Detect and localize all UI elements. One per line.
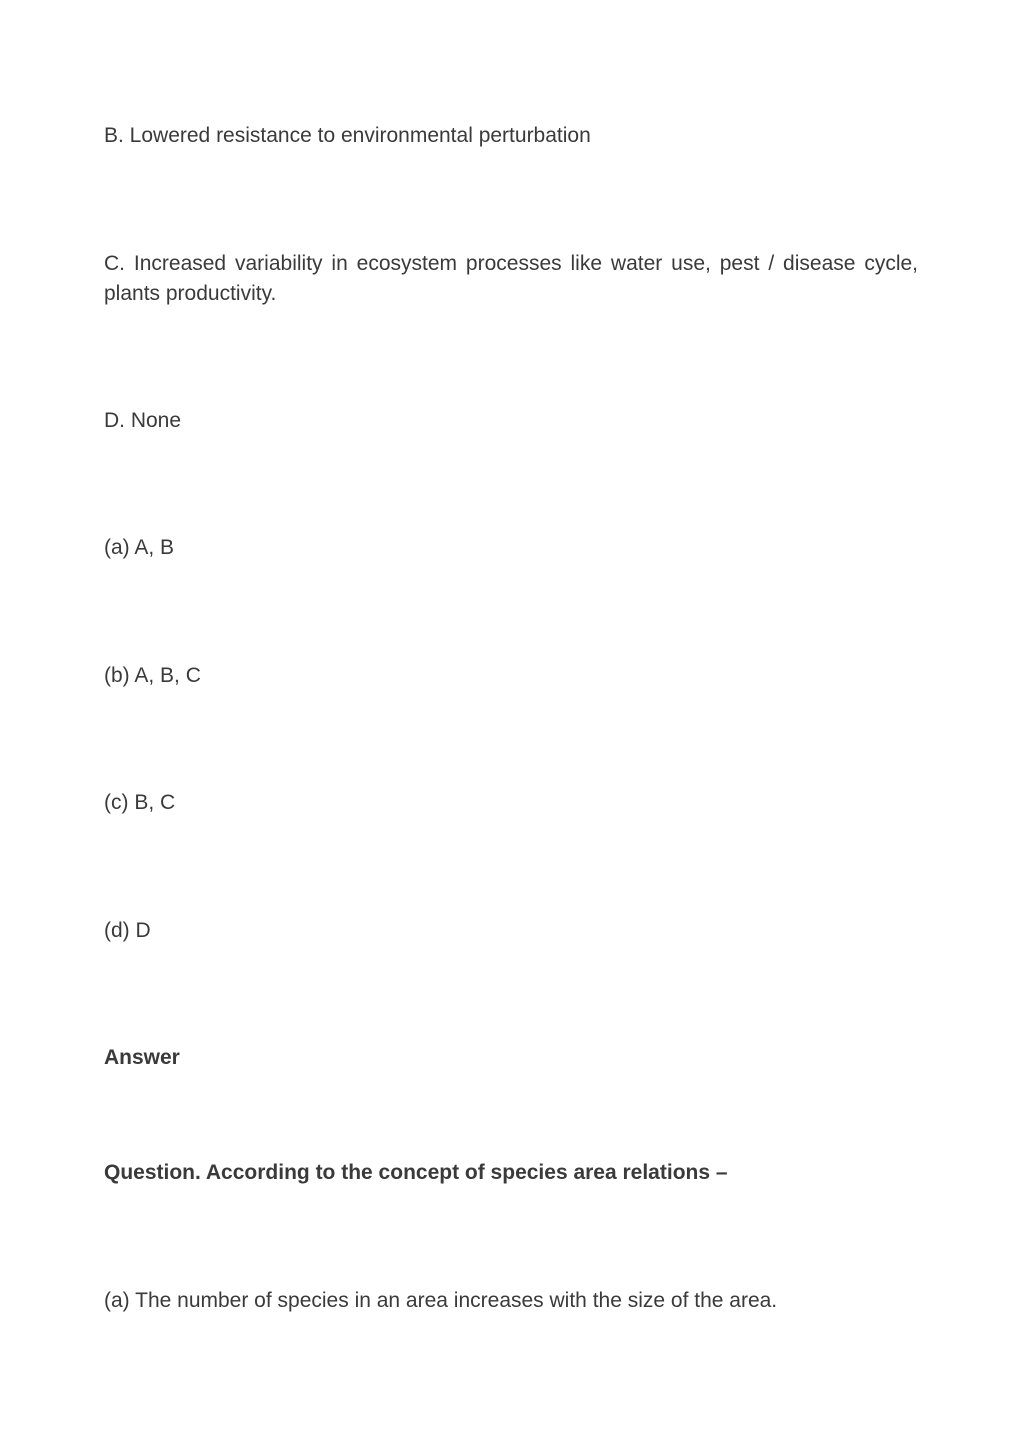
statement-d: D. None xyxy=(104,409,182,432)
choice-d: (d) D xyxy=(104,919,151,942)
choice-b: (b) A, B, C xyxy=(104,664,201,687)
statement-c: C. Increased variability in ecosystem processes like water use, pest / disease cycle, plants productivity. xyxy=(104,252,918,305)
answer-heading: Answer xyxy=(104,1046,180,1069)
question-option-a: (a) The number of species in an area increases with the size of the area. xyxy=(104,1289,778,1312)
statement-b: B. Lowered resistance to environmental perturbation xyxy=(104,124,591,147)
choice-c: (c) B, C xyxy=(104,791,176,814)
question-heading: Question. According to the concept of species area relations – xyxy=(104,1161,728,1184)
choice-a: (a) A, B xyxy=(104,536,175,559)
